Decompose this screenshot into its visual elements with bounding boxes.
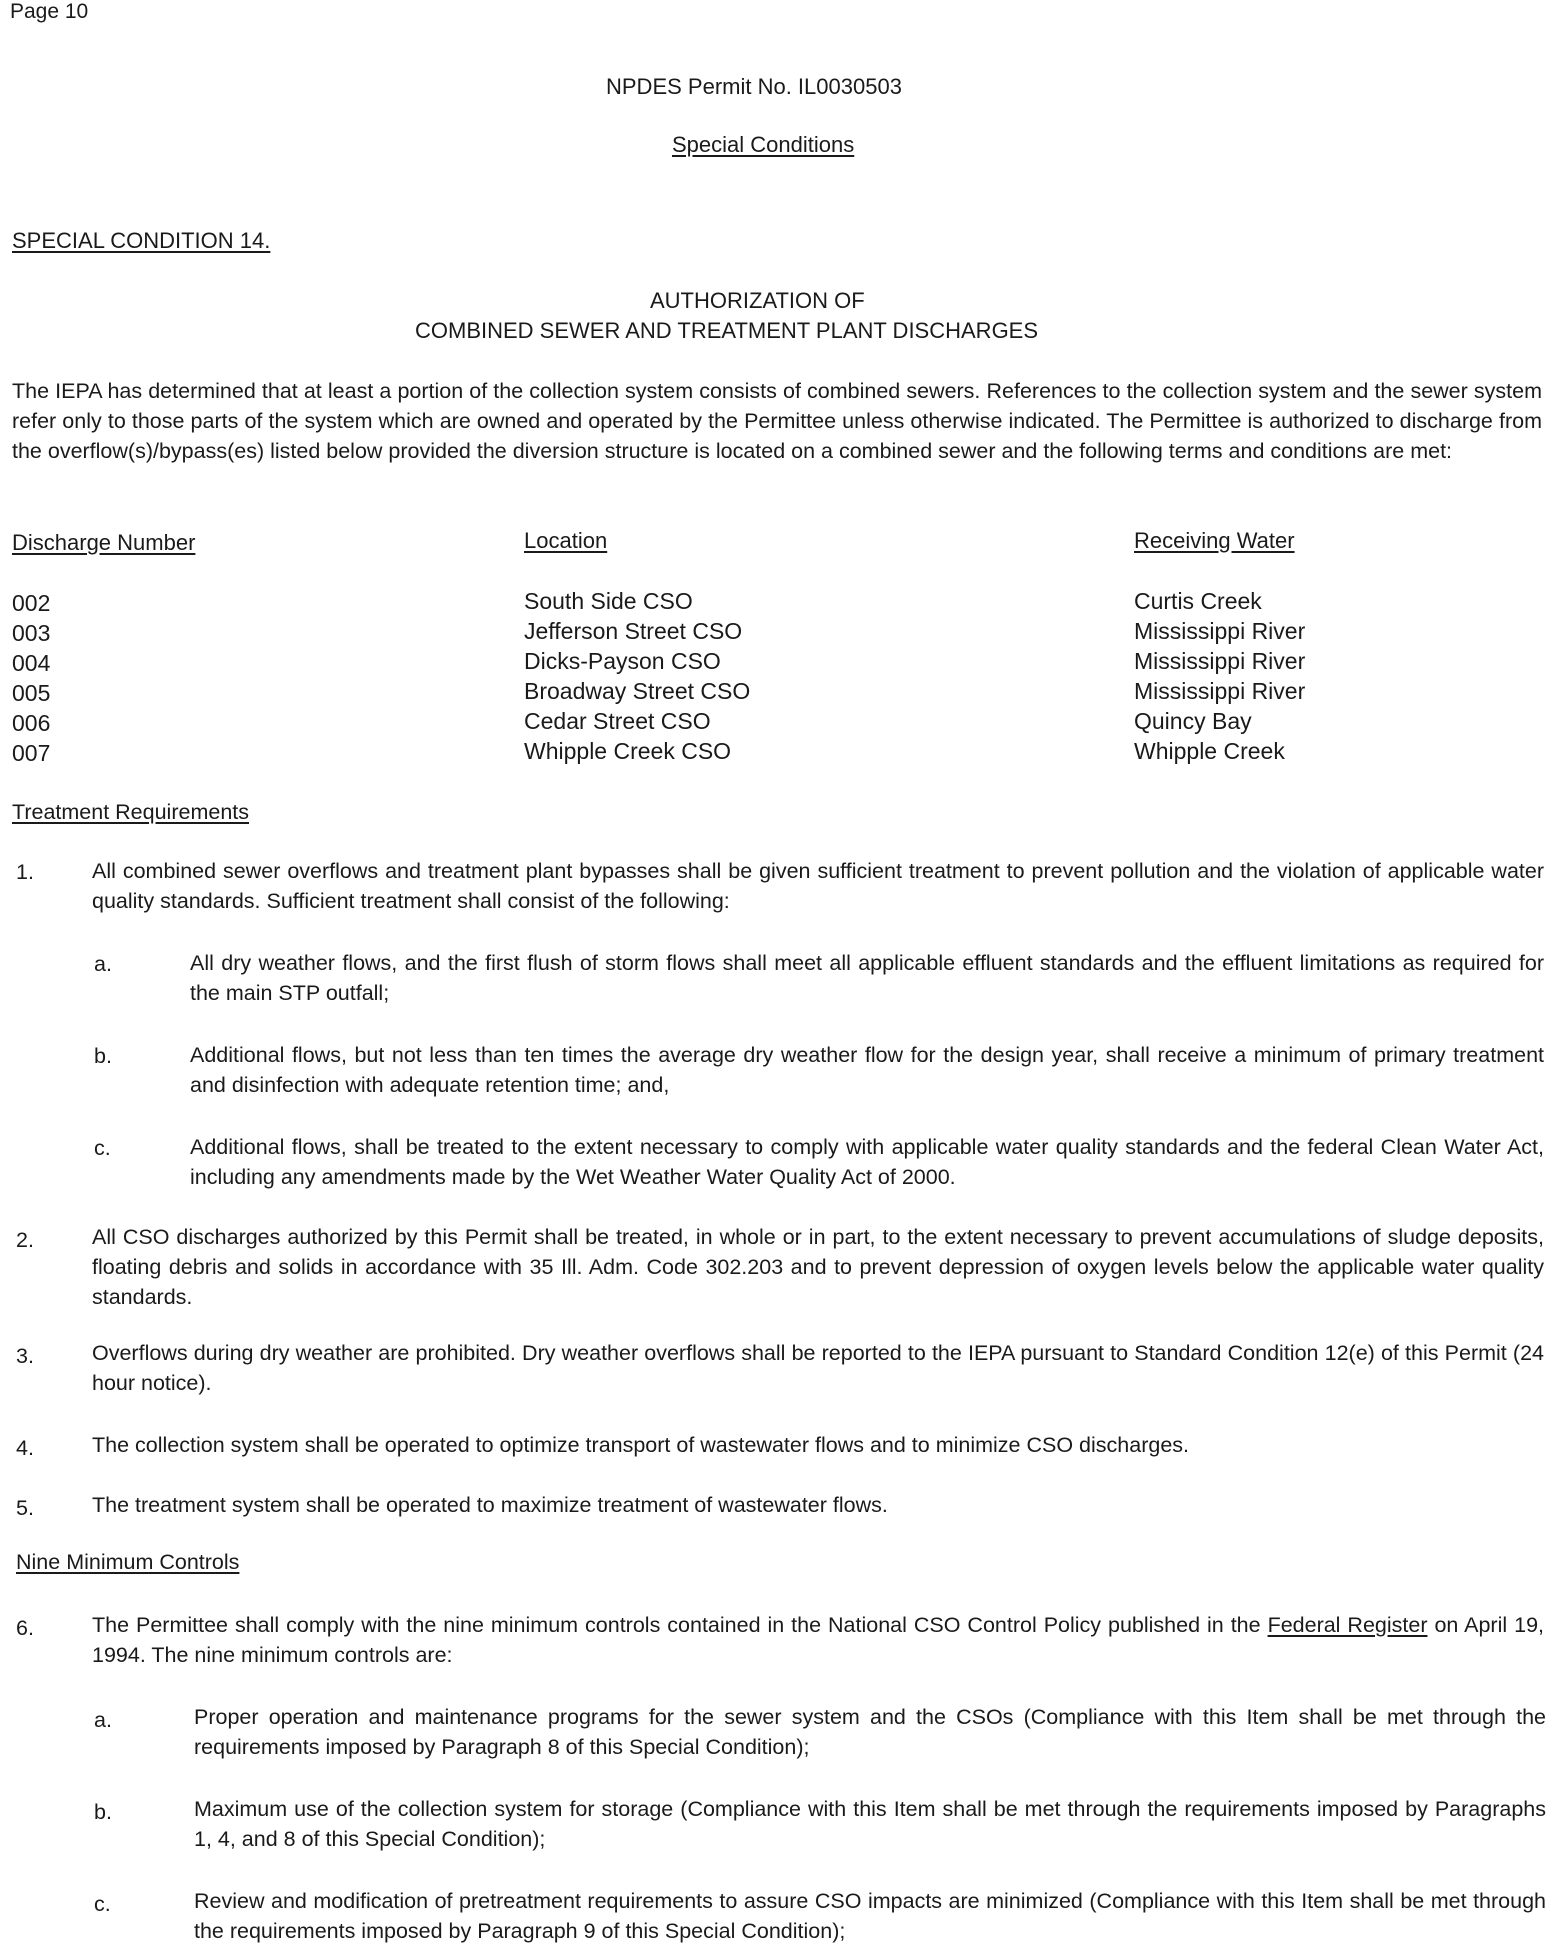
item-text: All CSO discharges authorized by this Permit shall be treated, in whole or in part, to the extent necessary to prevent accumulations of sludge deposits, floating debris and solids in accordance with 35 Ill. Adm. Code 302.203 and to prevent depression of oxygen levels below the applicable water quality standards. — [92, 1225, 1544, 1309]
item-text: The treatment system shall be operated to maximize treatment of wastewater flows. — [92, 1493, 888, 1517]
condition-number: SPECIAL CONDITION 14. — [12, 228, 271, 253]
sub-item-letter: c. — [94, 1892, 111, 1916]
row-water: Mississippi River — [1134, 648, 1306, 674]
sub-item-text: Additional flows, shall be treated to the extent necessary to comply with applicable water quality standards and the federal Clean Water Act, including any amendments made by the Wet Weather Water Quality Act of 2000. — [190, 1135, 1544, 1189]
sub-item-text: Additional flows, but not less than ten times the average dry weather flow for the design year, shall receive a minimum of primary treatment and disinfection with adequate retention time; and, — [190, 1043, 1544, 1097]
item-text-part: on April 19, 1994. The nine minimum controls are: — [92, 1613, 1544, 1667]
item-number: 4. — [16, 1436, 34, 1460]
row-location: Cedar Street CSO — [524, 708, 711, 734]
sub-item-text: Maximum use of the collection system for storage (Compliance with this Item shall be met through the requirements imposed by Paragraphs 1, 4, and 8 of this Special Condition); — [194, 1797, 1546, 1851]
header-receiving-water: Receiving Water — [1134, 528, 1295, 553]
treatment-heading: Treatment Requirements — [12, 800, 249, 824]
sub-item-text: All dry weather flows, and the first flush of storm flows shall meet all applicable effluent standards and the effluent limitations as required for the main STP outfall; — [190, 951, 1544, 1005]
row-water: Mississippi River — [1134, 618, 1306, 644]
row-number: 004 — [12, 650, 51, 676]
sub-item-text: Review and modification of pretreatment requirements to assure CSO impacts are minimized (Compliance with this Item shall be met through the requirements imposed by Paragraph 9 of this Special Condition); — [194, 1889, 1546, 1943]
row-water: Mississippi River — [1134, 678, 1306, 704]
item-text: All combined sewer overflows and treatment plant bypasses shall be given sufficient treatment to prevent pollution and the violation of applicable water quality standards. Sufficient treatment shall consist of the following: — [92, 859, 1544, 913]
item-text-part: The Permittee shall comply with the nine minimum controls contained in the National CSO Control Policy published in the — [92, 1613, 1268, 1637]
nine-controls-heading: Nine Minimum Controls — [16, 1550, 240, 1574]
row-number: 007 — [12, 740, 51, 766]
sub-item-letter: a. — [94, 952, 112, 976]
row-location: Dicks-Payson CSO — [524, 648, 721, 674]
federal-register-citation: Federal Register — [1267, 1613, 1428, 1637]
item-number: 3. — [16, 1344, 34, 1368]
intro-paragraph: The IEPA has determined that at least a portion of the collection system consists of combined sewers. References to the collection system and the sewer system refer only to those parts of the system which are owned and operated by the Permittee unless otherwise indicated. The Permittee is authorized to discharge from the overflow(s)/bypass(es) listed below provided the diversion structure is located on a combined sewer and the following terms and conditions are met: — [12, 379, 1542, 463]
sub-item-letter: b. — [94, 1800, 112, 1824]
row-location: South Side CSO — [524, 588, 693, 614]
section-heading: Special Conditions — [672, 132, 855, 157]
header-location: Location — [524, 528, 608, 553]
permit-number: NPDES Permit No. IL0030503 — [606, 74, 902, 99]
title-line-1: AUTHORIZATION OF — [650, 288, 865, 313]
row-water: Quincy Bay — [1134, 708, 1252, 734]
sub-item-letter: b. — [94, 1044, 112, 1068]
item-number: 6. — [16, 1616, 34, 1640]
item-number: 1. — [16, 860, 34, 884]
title-line-2: COMBINED SEWER AND TREATMENT PLANT DISCHARGES — [415, 318, 1039, 343]
sub-item-letter: a. — [94, 1708, 112, 1732]
row-location: Broadway Street CSO — [524, 678, 751, 704]
header-discharge-number: Discharge Number — [12, 530, 196, 555]
item-text: Overflows during dry weather are prohibited. Dry weather overflows shall be reported to the IEPA pursuant to Standard Condition 12(e) of this Permit (24 hour notice). — [92, 1341, 1544, 1395]
row-number: 006 — [12, 710, 51, 736]
sub-item-letter: c. — [94, 1136, 111, 1160]
item-text: The collection system shall be operated to optimize transport of wastewater flows and to minimize CSO discharges. — [92, 1433, 1189, 1457]
row-number: 005 — [12, 680, 51, 706]
row-location: Jefferson Street CSO — [524, 618, 743, 644]
item-number: 5. — [16, 1496, 34, 1520]
row-number: 002 — [12, 590, 51, 616]
row-water: Curtis Creek — [1134, 588, 1262, 614]
row-number: 003 — [12, 620, 51, 646]
item-number: 2. — [16, 1228, 34, 1252]
sub-item-text: Proper operation and maintenance programs for the sewer system and the CSOs (Compliance with this Item shall be met through the requirements imposed by Paragraph 8 of this Special Condition); — [194, 1705, 1546, 1759]
item-text — [92, 1610, 1544, 1670]
row-water: Whipple Creek — [1134, 738, 1285, 764]
page-label: Page 10 — [10, 0, 89, 23]
row-location: Whipple Creek CSO — [524, 738, 732, 764]
